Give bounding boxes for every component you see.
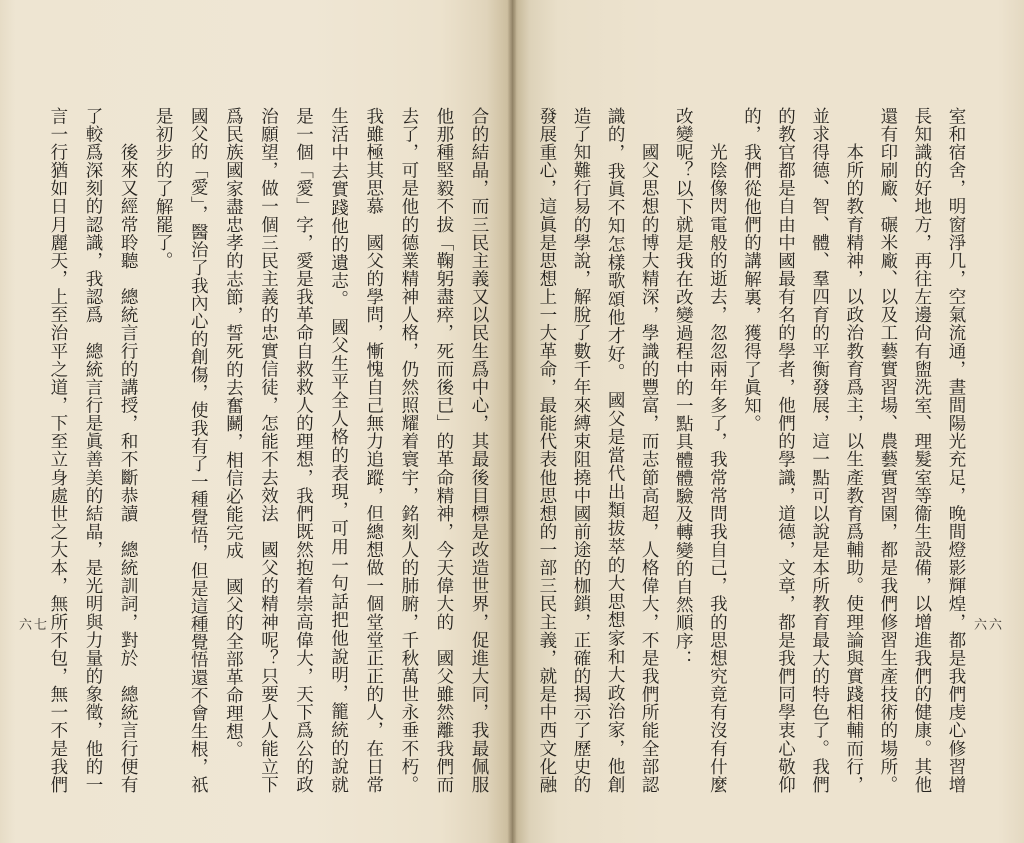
page-number: 六六: [974, 618, 1005, 633]
left-page-text: [39, 107, 496, 793]
text-column: 是一個「愛」字，愛是我革命自救救人的理想，我們既然抱着崇高偉大，天下爲公的政: [293, 107, 314, 793]
text-column: 後來又經常聆聽 總統言行的講授，和不斷恭讀 總統訓詞，對於 總統言行便有: [118, 107, 139, 793]
text-column: 的教官都是自由中國最有名的學者，他們的學識，道德，文章，都是我們同學衷心敬仰: [775, 107, 796, 793]
text-column: 長知識的好地方，再往左邊尙有盥洗室、理髮室等衞生設備，以增進我們的健康。其他: [911, 107, 932, 793]
text-column: 爲民族國家盡忠孝的志節，誓死的去奮鬭，相信必能完成 國父的全部革命理想。: [223, 107, 244, 759]
text-column: 治願望，做一個三民主義的忠實信徒，怎能不去效法 國父的精神呢？只要人人能立下: [258, 107, 279, 793]
page-number: 六七: [19, 618, 50, 633]
text-column: 國父的「愛」，醫治了我內心的創傷，使我有了一種覺悟，但是這種覺悟還不會生根，祇: [188, 107, 209, 793]
text-column: 光陰像閃電般的逝去，忽忽兩年多了，我常常問我自己，我的思想究竟有沒有什麼: [707, 107, 728, 793]
text-column: 的，我們從他們的講解裏，獲得了眞知。: [741, 107, 762, 433]
text-column: 還有印刷廠、碾米廠、以及工藝實習場、農藝實習園，都是我們修習生產技術的場所。: [877, 107, 898, 793]
text-column: 本所的教育精神，以政治教育爲主，以生產教育爲輔助。使理論與實踐相輔而行，: [843, 107, 864, 793]
text-column: 識的，我眞不知怎樣歌頌他才好。 國父是當代出類拔萃的大思想家和大政治家，他創: [605, 107, 626, 793]
text-column: 國父思想的博大精深，學識的豐富，而志節高超，人格偉大，不是我們所能全部認: [639, 107, 660, 793]
text-column: 生活中去實踐他的遺志。 國父生平全人格的表現，可用一句話把他說明，籠統的說就: [328, 107, 349, 793]
text-column: 是初步的了解罷了。: [153, 107, 174, 270]
text-column: 了較爲深刻的認識，我認爲 總統言行是眞善美的結晶，是光明與力量的象徵，他的一: [82, 107, 103, 793]
text-column: 去了，可是他的德業精神人格，仍然照耀着寰宇，銘刻人的肺腑，千秋萬世永垂不朽。: [398, 107, 419, 793]
text-column: 言一行猶如日月麗天，上至治平之道，下至立身處世之大本，無所不包，無一不是我們: [47, 107, 68, 793]
text-column: 並求得德、智、體、羣四育的平衡發展，這一點可以說是本所教育最大的特色了。我們: [809, 107, 830, 793]
text-column: 我雖極其思慕 國父的學問，慚愧自己無力追蹤，但總想做一個堂堂正正的人，在日常: [363, 107, 384, 793]
text-column: 室和宿舍，明窗淨几，空氣流通，晝間陽光充足，晚間燈影輝煌，都是我們虔心修習增: [946, 107, 966, 793]
text-column: 合的結晶，而三民主義又以民生爲中心，其最後目標是改造世界，促進大同，我最佩服: [469, 107, 489, 793]
text-column: 造了知難行易的學說，解脫了數千年來縛束阻撓中國前途的枷鎖，正確的揭示了歷史的: [570, 107, 591, 793]
text-column: 改變呢？以下就是我在改變過程中的一點具體體驗及轉變的自然順序：: [673, 107, 694, 669]
right-page-text: [529, 107, 973, 793]
gutter: [508, 0, 516, 843]
text-column: 發展重心，這眞是思想上一大革命，最能代表他思想的一部三民主義，就是中西文化融: [536, 107, 557, 793]
text-column: 他那種堅毅不拔「鞠躬盡瘁，死而後已」的革命精神，今天偉大的 國父雖然離我們而: [433, 107, 454, 793]
